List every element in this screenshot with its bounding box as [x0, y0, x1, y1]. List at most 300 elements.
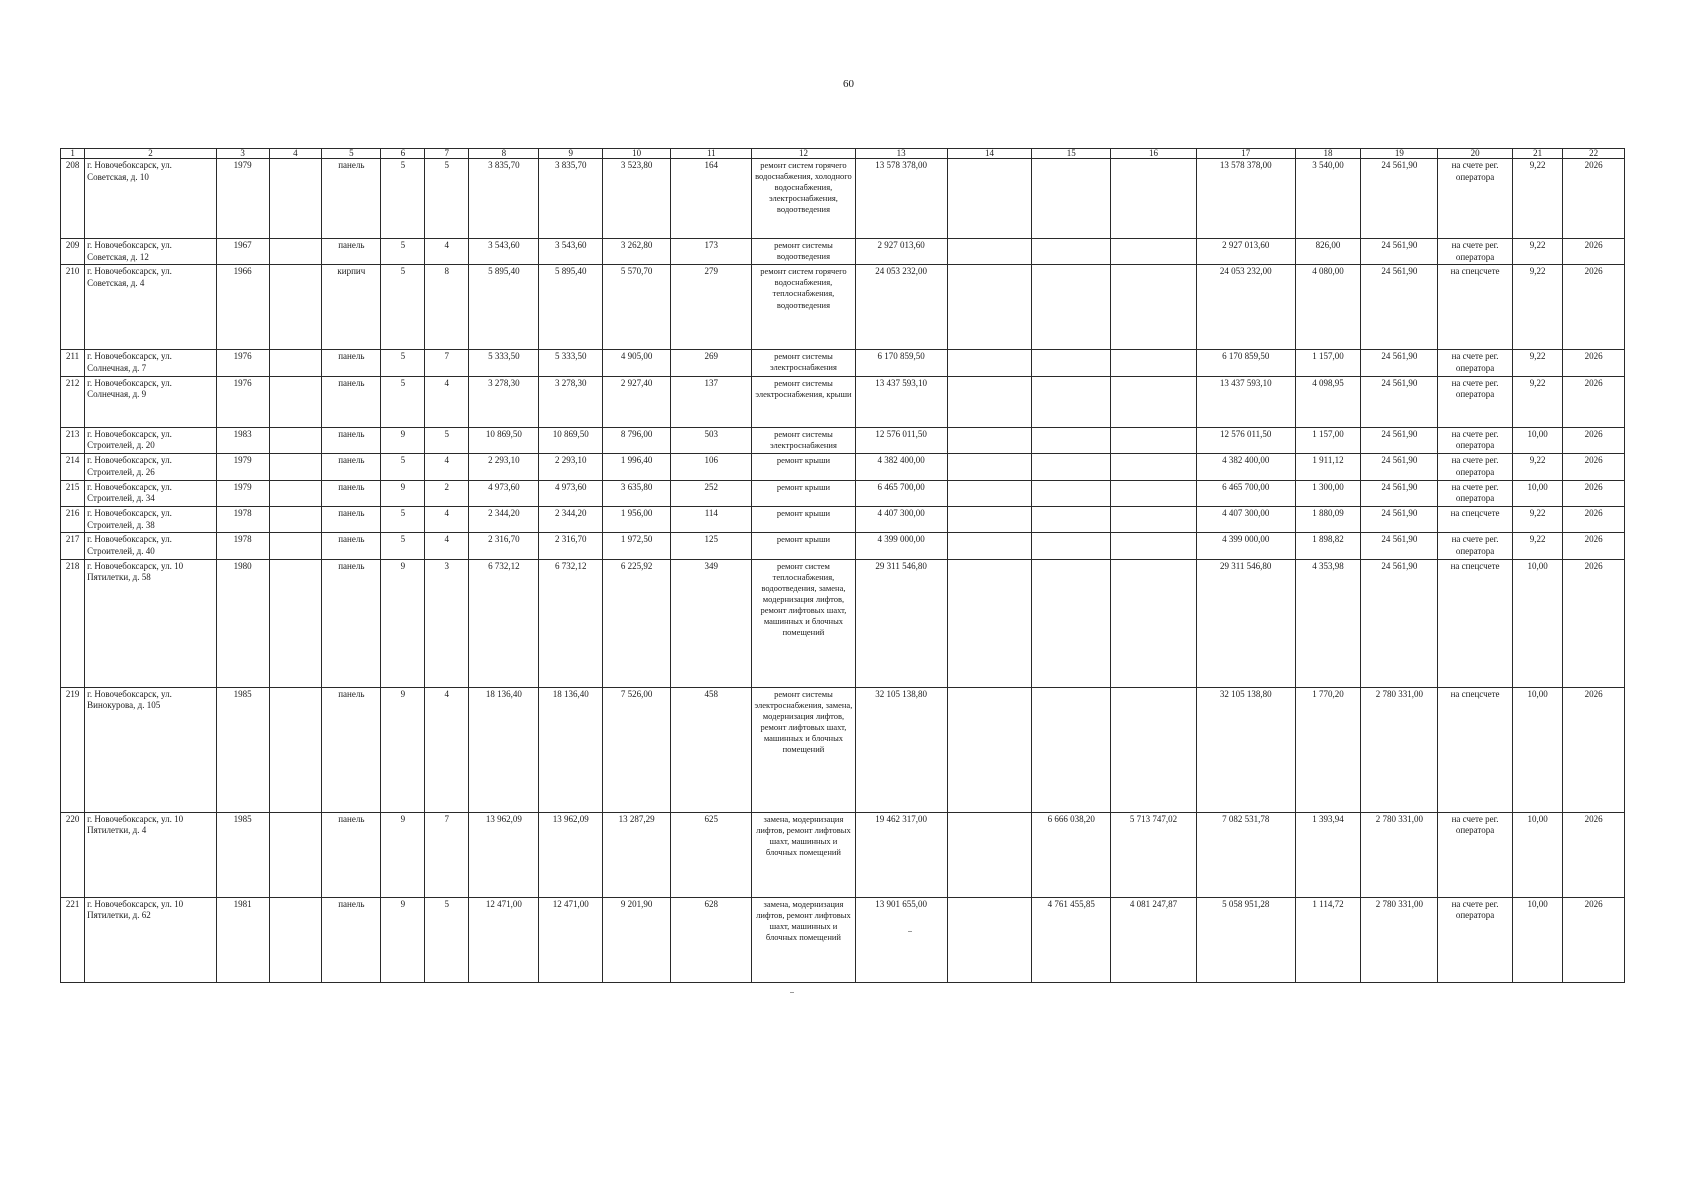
- table-cell: на счете рег. оператора: [1438, 350, 1513, 376]
- column-number-cell: 13: [855, 149, 947, 159]
- table-cell: на счете рег. оператора: [1438, 159, 1513, 239]
- table-cell: [1032, 506, 1111, 532]
- table-cell: 3 835,70: [469, 159, 539, 239]
- table-cell: [1111, 427, 1197, 453]
- table-cell: 1967: [216, 239, 269, 265]
- table-cell: 6 465 700,00: [1196, 480, 1295, 506]
- address-cell: г. Новочебоксарск, ул. Солнечная, д. 9: [85, 376, 217, 427]
- table-cell: 1979: [216, 159, 269, 239]
- table-cell: 114: [671, 506, 752, 532]
- table-cell: 9,22: [1512, 159, 1562, 239]
- row-number-cell: 220: [61, 812, 85, 897]
- table-cell: 10,00: [1512, 812, 1562, 897]
- table-cell: 13 437 593,10: [1196, 376, 1295, 427]
- page-number: 60: [843, 78, 854, 90]
- work-type-cell: ремонт крыши: [752, 506, 855, 532]
- column-number-cell: 6: [381, 149, 425, 159]
- table-cell: 1 114,72: [1295, 897, 1361, 982]
- row-number-cell: 213: [61, 427, 85, 453]
- table-cell: 24 561,90: [1361, 533, 1438, 559]
- table-row: [61, 427, 1625, 453]
- table-cell: 24 561,90: [1361, 454, 1438, 480]
- table-cell: 628: [671, 897, 752, 982]
- table-cell: 3 278,30: [539, 376, 603, 427]
- table-cell: 349: [671, 559, 752, 687]
- column-number-cell: 17: [1196, 149, 1295, 159]
- address-cell: г. Новочебоксарск, ул. Солнечная, д. 7: [85, 350, 217, 376]
- table-cell: 10,00: [1512, 897, 1562, 982]
- table-cell: 10 869,50: [539, 427, 603, 453]
- address-cell: г. Новочебоксарск, ул. Строителей, д. 26: [85, 454, 217, 480]
- table-cell: 1980: [216, 559, 269, 687]
- table-cell: 1 880,09: [1295, 506, 1361, 532]
- table-cell: 5 058 951,28: [1196, 897, 1295, 982]
- table-cell: 13 901 655,00: [855, 897, 947, 982]
- table-cell: 5: [381, 376, 425, 427]
- work-type-cell: ремонт системы электроснабжения, крыши: [752, 376, 855, 427]
- column-number-cell: 22: [1563, 149, 1625, 159]
- table-row: [61, 559, 1625, 687]
- table-cell: [947, 480, 1032, 506]
- table-cell: [1032, 159, 1111, 239]
- table-cell: 6 666 038,20: [1032, 812, 1111, 897]
- table-body: [61, 159, 1625, 983]
- table-cell: 5: [381, 350, 425, 376]
- table-cell: 4: [425, 454, 469, 480]
- column-number-cell: 2: [85, 149, 217, 159]
- table-cell: [947, 239, 1032, 265]
- table-cell: 2 927,40: [603, 376, 671, 427]
- table-cell: панель: [322, 897, 381, 982]
- address-cell: г. Новочебоксарск, ул. 10 Пятилетки, д. 58: [85, 559, 217, 687]
- table-cell: 7 526,00: [603, 687, 671, 812]
- table-cell: на счете рег. оператора: [1438, 427, 1513, 453]
- table-cell: 4 399 000,00: [1196, 533, 1295, 559]
- table-cell: панель: [322, 506, 381, 532]
- table-cell: 1 911,12: [1295, 454, 1361, 480]
- table-cell: 1966: [216, 265, 269, 350]
- table-cell: 3 835,70: [539, 159, 603, 239]
- table-cell: 3 523,80: [603, 159, 671, 239]
- table-cell: 9: [381, 427, 425, 453]
- table-cell: 24 053 232,00: [855, 265, 947, 350]
- table-cell: [1032, 454, 1111, 480]
- table-cell: 1983: [216, 427, 269, 453]
- table-cell: панель: [322, 812, 381, 897]
- work-type-cell: ремонт крыши: [752, 480, 855, 506]
- table-cell: 5 333,50: [539, 350, 603, 376]
- table-cell: 1 972,50: [603, 533, 671, 559]
- table-cell: панель: [322, 480, 381, 506]
- work-type-cell: ремонт крыши: [752, 454, 855, 480]
- table-cell: 4 761 455,85: [1032, 897, 1111, 982]
- table-cell: 1978: [216, 533, 269, 559]
- work-type-cell: ремонт систем горячего водоснабжения, холодного водоснабжения, электроснабжения, водоотведения: [752, 159, 855, 239]
- table-cell: 5 895,40: [469, 265, 539, 350]
- table-cell: [1111, 350, 1197, 376]
- table-cell: 2026: [1563, 427, 1625, 453]
- address-cell: г. Новочебоксарск, ул. Строителей, д. 34: [85, 480, 217, 506]
- work-type-cell: ремонт систем теплоснабжения, водоотведения, замена, модернизация лифтов, ремонт лифтовых шахт, машинных и блочных помещений: [752, 559, 855, 687]
- table-cell: [947, 159, 1032, 239]
- table-cell: 9,22: [1512, 533, 1562, 559]
- table-cell: [947, 897, 1032, 982]
- table-cell: 6 465 700,00: [855, 480, 947, 506]
- table-cell: 2026: [1563, 812, 1625, 897]
- column-number-cell: 11: [671, 149, 752, 159]
- table-cell: 3 540,00: [1295, 159, 1361, 239]
- column-number-cell: 20: [1438, 149, 1513, 159]
- work-type-cell: замена, модернизация лифтов, ремонт лифтовых шахт, машинных и блочных помещений: [752, 812, 855, 897]
- table-cell: 24 561,90: [1361, 427, 1438, 453]
- column-number-cell: 14: [947, 149, 1032, 159]
- work-type-cell: ремонт крыши: [752, 533, 855, 559]
- table-cell: 4 905,00: [603, 350, 671, 376]
- address-cell: г. Новочебоксарск, ул. Строителей, д. 38: [85, 506, 217, 532]
- table-cell: 1976: [216, 376, 269, 427]
- table-cell: 1979: [216, 480, 269, 506]
- table-cell: 1981: [216, 897, 269, 982]
- table-cell: 279: [671, 265, 752, 350]
- table-cell: [1111, 480, 1197, 506]
- column-number-cell: 1: [61, 149, 85, 159]
- table-cell: 2 927 013,60: [855, 239, 947, 265]
- table-cell: 2026: [1563, 454, 1625, 480]
- table-cell: [1111, 533, 1197, 559]
- table-cell: 10,00: [1512, 687, 1562, 812]
- table-row: [61, 533, 1625, 559]
- table-cell: [947, 265, 1032, 350]
- table-cell: 9: [381, 687, 425, 812]
- table-cell: [1032, 265, 1111, 350]
- table-cell: 13 437 593,10: [855, 376, 947, 427]
- table-cell: 2 344,20: [469, 506, 539, 532]
- table-cell: 2 316,70: [539, 533, 603, 559]
- row-number-cell: 208: [61, 159, 85, 239]
- address-cell: г. Новочебоксарск, ул. 10 Пятилетки, д. 4: [85, 812, 217, 897]
- table-cell: [1111, 376, 1197, 427]
- table-cell: [1032, 427, 1111, 453]
- table-cell: 2026: [1563, 480, 1625, 506]
- scan-speck: [908, 931, 912, 932]
- work-type-cell: ремонт системы электроснабжения: [752, 350, 855, 376]
- table-cell: 2026: [1563, 506, 1625, 532]
- table-cell: 4 081 247,87: [1111, 897, 1197, 982]
- table-cell: 4 407 300,00: [1196, 506, 1295, 532]
- table-cell: на счете рег. оператора: [1438, 812, 1513, 897]
- table-cell: панель: [322, 454, 381, 480]
- table-cell: 3 543,60: [469, 239, 539, 265]
- table-cell: 1 393,94: [1295, 812, 1361, 897]
- table-cell: 24 561,90: [1361, 350, 1438, 376]
- table-cell: на спецсчете: [1438, 559, 1513, 687]
- table-cell: 2026: [1563, 533, 1625, 559]
- table-cell: 2 780 331,00: [1361, 687, 1438, 812]
- table-cell: 29 311 546,80: [855, 559, 947, 687]
- table-cell: 1 996,40: [603, 454, 671, 480]
- table-cell: 4 382 400,00: [1196, 454, 1295, 480]
- row-number-cell: 211: [61, 350, 85, 376]
- table-cell: 24 053 232,00: [1196, 265, 1295, 350]
- address-cell: г. Новочебоксарск, ул. 10 Пятилетки, д. 62: [85, 897, 217, 982]
- column-number-cell: 19: [1361, 149, 1438, 159]
- table-row: [61, 687, 1625, 812]
- table-cell: 2026: [1563, 239, 1625, 265]
- table-cell: 4 973,60: [469, 480, 539, 506]
- table-cell: 5: [381, 239, 425, 265]
- table-cell: 9: [381, 559, 425, 687]
- table-cell: [947, 376, 1032, 427]
- table-cell: 7: [425, 812, 469, 897]
- table-cell: [1111, 454, 1197, 480]
- table-row: [61, 480, 1625, 506]
- table-cell: панель: [322, 350, 381, 376]
- table-row: [61, 454, 1625, 480]
- work-type-cell: ремонт систем горячего водоснабжения, теплоснабжения, водоотведения: [752, 265, 855, 350]
- table-cell: [1032, 480, 1111, 506]
- table-cell: 5 333,50: [469, 350, 539, 376]
- table-cell: 18 136,40: [539, 687, 603, 812]
- table-cell: [947, 812, 1032, 897]
- table-cell: 18 136,40: [469, 687, 539, 812]
- address-cell: г. Новочебоксарск, ул. Строителей, д. 20: [85, 427, 217, 453]
- table-cell: 5: [381, 454, 425, 480]
- work-type-cell: замена, модернизация лифтов, ремонт лифтовых шахт, машинных и блочных помещений: [752, 897, 855, 982]
- table-cell: 9,22: [1512, 265, 1562, 350]
- table-cell: 2026: [1563, 687, 1625, 812]
- table-cell: 3 278,30: [469, 376, 539, 427]
- table-cell: 5 570,70: [603, 265, 671, 350]
- table-cell: 3: [425, 559, 469, 687]
- table-cell: 9,22: [1512, 239, 1562, 265]
- table-cell: на спецсчете: [1438, 687, 1513, 812]
- table-cell: 1 898,82: [1295, 533, 1361, 559]
- table-cell: [269, 350, 322, 376]
- table-cell: 6 170 859,50: [855, 350, 947, 376]
- table-cell: [269, 159, 322, 239]
- table-cell: 826,00: [1295, 239, 1361, 265]
- table-cell: [269, 812, 322, 897]
- table-cell: 9: [381, 480, 425, 506]
- table-cell: 164: [671, 159, 752, 239]
- table-cell: 503: [671, 427, 752, 453]
- table-cell: 9,22: [1512, 376, 1562, 427]
- address-cell: г. Новочебоксарск, ул. Советская, д. 4: [85, 265, 217, 350]
- table-cell: 4: [425, 239, 469, 265]
- table-cell: 5: [381, 265, 425, 350]
- table-cell: 32 105 138,80: [855, 687, 947, 812]
- table-cell: 5: [425, 897, 469, 982]
- table-cell: 2026: [1563, 265, 1625, 350]
- table-cell: [269, 559, 322, 687]
- table-cell: 2 780 331,00: [1361, 812, 1438, 897]
- column-number-cell: 10: [603, 149, 671, 159]
- table-cell: панель: [322, 239, 381, 265]
- table-cell: 2026: [1563, 159, 1625, 239]
- table-cell: [269, 897, 322, 982]
- table-cell: [1032, 376, 1111, 427]
- table-cell: [1032, 239, 1111, 265]
- table-cell: [269, 376, 322, 427]
- table-cell: 5: [381, 533, 425, 559]
- table-cell: [947, 350, 1032, 376]
- table-cell: 2 927 013,60: [1196, 239, 1295, 265]
- table-cell: панель: [322, 533, 381, 559]
- row-number-cell: 212: [61, 376, 85, 427]
- table-cell: 8 796,00: [603, 427, 671, 453]
- table-cell: 12 576 011,50: [855, 427, 947, 453]
- table-cell: 4: [425, 533, 469, 559]
- table-cell: на счете рег. оператора: [1438, 239, 1513, 265]
- column-number-cell: 16: [1111, 149, 1197, 159]
- table-cell: 4 399 000,00: [855, 533, 947, 559]
- column-number-cell: 12: [752, 149, 855, 159]
- row-number-cell: 216: [61, 506, 85, 532]
- table-cell: 625: [671, 812, 752, 897]
- table-cell: 24 561,90: [1361, 239, 1438, 265]
- table-cell: [269, 687, 322, 812]
- address-cell: г. Новочебоксарск, ул. Советская, д. 10: [85, 159, 217, 239]
- table-cell: 2026: [1563, 376, 1625, 427]
- table-cell: [1111, 239, 1197, 265]
- table-cell: 5: [425, 159, 469, 239]
- column-number-cell: 18: [1295, 149, 1361, 159]
- table-cell: 10,00: [1512, 559, 1562, 687]
- table-cell: [269, 533, 322, 559]
- table-row: [61, 897, 1625, 982]
- table-cell: [1111, 506, 1197, 532]
- table-cell: 125: [671, 533, 752, 559]
- table-cell: 10,00: [1512, 427, 1562, 453]
- table-cell: 2 344,20: [539, 506, 603, 532]
- table-cell: 7: [425, 350, 469, 376]
- table-cell: 6 732,12: [469, 559, 539, 687]
- table-cell: 2 293,10: [539, 454, 603, 480]
- table-row: [61, 350, 1625, 376]
- table-cell: 4: [425, 376, 469, 427]
- capital-repair-register-table: [60, 148, 1625, 983]
- table-cell: 5: [425, 427, 469, 453]
- column-number-cell: 5: [322, 149, 381, 159]
- table-cell: 19 462 317,00: [855, 812, 947, 897]
- table-cell: [947, 687, 1032, 812]
- table-cell: 1 300,00: [1295, 480, 1361, 506]
- table-cell: 5: [381, 159, 425, 239]
- table-cell: панель: [322, 159, 381, 239]
- table-cell: 10,00: [1512, 480, 1562, 506]
- table-cell: 6 225,92: [603, 559, 671, 687]
- table-row: [61, 812, 1625, 897]
- work-type-cell: ремонт системы электроснабжения: [752, 427, 855, 453]
- row-number-cell: 214: [61, 454, 85, 480]
- table-row: [61, 376, 1625, 427]
- table-row: [61, 506, 1625, 532]
- table-cell: на счете рег. оператора: [1438, 533, 1513, 559]
- table-cell: 2026: [1563, 559, 1625, 687]
- column-number-cell: 15: [1032, 149, 1111, 159]
- table-cell: панель: [322, 427, 381, 453]
- table-cell: 1985: [216, 687, 269, 812]
- table-cell: 2026: [1563, 897, 1625, 982]
- table-cell: панель: [322, 687, 381, 812]
- table-cell: 2026: [1563, 350, 1625, 376]
- table-cell: 173: [671, 239, 752, 265]
- row-number-cell: 217: [61, 533, 85, 559]
- row-number-cell: 215: [61, 480, 85, 506]
- table-cell: 9 201,90: [603, 897, 671, 982]
- table-cell: 3 635,80: [603, 480, 671, 506]
- table-cell: 13 962,09: [469, 812, 539, 897]
- table-cell: 32 105 138,80: [1196, 687, 1295, 812]
- table-cell: на счете рег. оператора: [1438, 454, 1513, 480]
- table-cell: 9,22: [1512, 454, 1562, 480]
- table-cell: [269, 480, 322, 506]
- row-number-cell: 209: [61, 239, 85, 265]
- table-cell: [269, 239, 322, 265]
- table-row: [61, 239, 1625, 265]
- table-cell: 13 287,29: [603, 812, 671, 897]
- table-cell: 4: [425, 687, 469, 812]
- table-cell: 24 561,90: [1361, 559, 1438, 687]
- table-cell: [947, 427, 1032, 453]
- table-cell: 4 973,60: [539, 480, 603, 506]
- table-cell: 4 353,98: [1295, 559, 1361, 687]
- table-cell: [1111, 159, 1197, 239]
- table-cell: [1032, 533, 1111, 559]
- table-cell: [1032, 559, 1111, 687]
- row-number-cell: 210: [61, 265, 85, 350]
- table-cell: 5: [381, 506, 425, 532]
- column-number-cell: 4: [269, 149, 322, 159]
- table-cell: на счете рег. оператора: [1438, 376, 1513, 427]
- table-cell: на спецсчете: [1438, 265, 1513, 350]
- table-cell: 24 561,90: [1361, 265, 1438, 350]
- table-cell: панель: [322, 559, 381, 687]
- table-cell: [1111, 265, 1197, 350]
- table-cell: 9: [381, 812, 425, 897]
- row-number-cell: 221: [61, 897, 85, 982]
- table-cell: 10 869,50: [469, 427, 539, 453]
- table-cell: [947, 506, 1032, 532]
- column-number-cell: 8: [469, 149, 539, 159]
- address-cell: г. Новочебоксарск, ул. Винокурова, д. 105: [85, 687, 217, 812]
- table-cell: [947, 533, 1032, 559]
- address-cell: г. Новочебоксарск, ул. Строителей, д. 40: [85, 533, 217, 559]
- table-cell: 4: [425, 506, 469, 532]
- table-cell: 3 543,60: [539, 239, 603, 265]
- table-cell: 1 956,00: [603, 506, 671, 532]
- table-cell: [1032, 350, 1111, 376]
- address-cell: г. Новочебоксарск, ул. Советская, д. 12: [85, 239, 217, 265]
- table-cell: 12 471,00: [539, 897, 603, 982]
- table-cell: [1032, 687, 1111, 812]
- table-cell: 13 578 378,00: [1196, 159, 1295, 239]
- table-cell: 9,22: [1512, 506, 1562, 532]
- scan-speck: [790, 992, 794, 993]
- table-cell: 106: [671, 454, 752, 480]
- table-cell: 3 262,80: [603, 239, 671, 265]
- table-cell: на счете рег. оператора: [1438, 480, 1513, 506]
- table-cell: 7 082 531,78: [1196, 812, 1295, 897]
- work-type-cell: ремонт системы водоотведения: [752, 239, 855, 265]
- table-cell: 4 382 400,00: [855, 454, 947, 480]
- table-cell: на спецсчете: [1438, 506, 1513, 532]
- table-cell: 9,22: [1512, 350, 1562, 376]
- table-cell: 29 311 546,80: [1196, 559, 1295, 687]
- table-cell: 12 471,00: [469, 897, 539, 982]
- table-cell: 252: [671, 480, 752, 506]
- table-cell: 8: [425, 265, 469, 350]
